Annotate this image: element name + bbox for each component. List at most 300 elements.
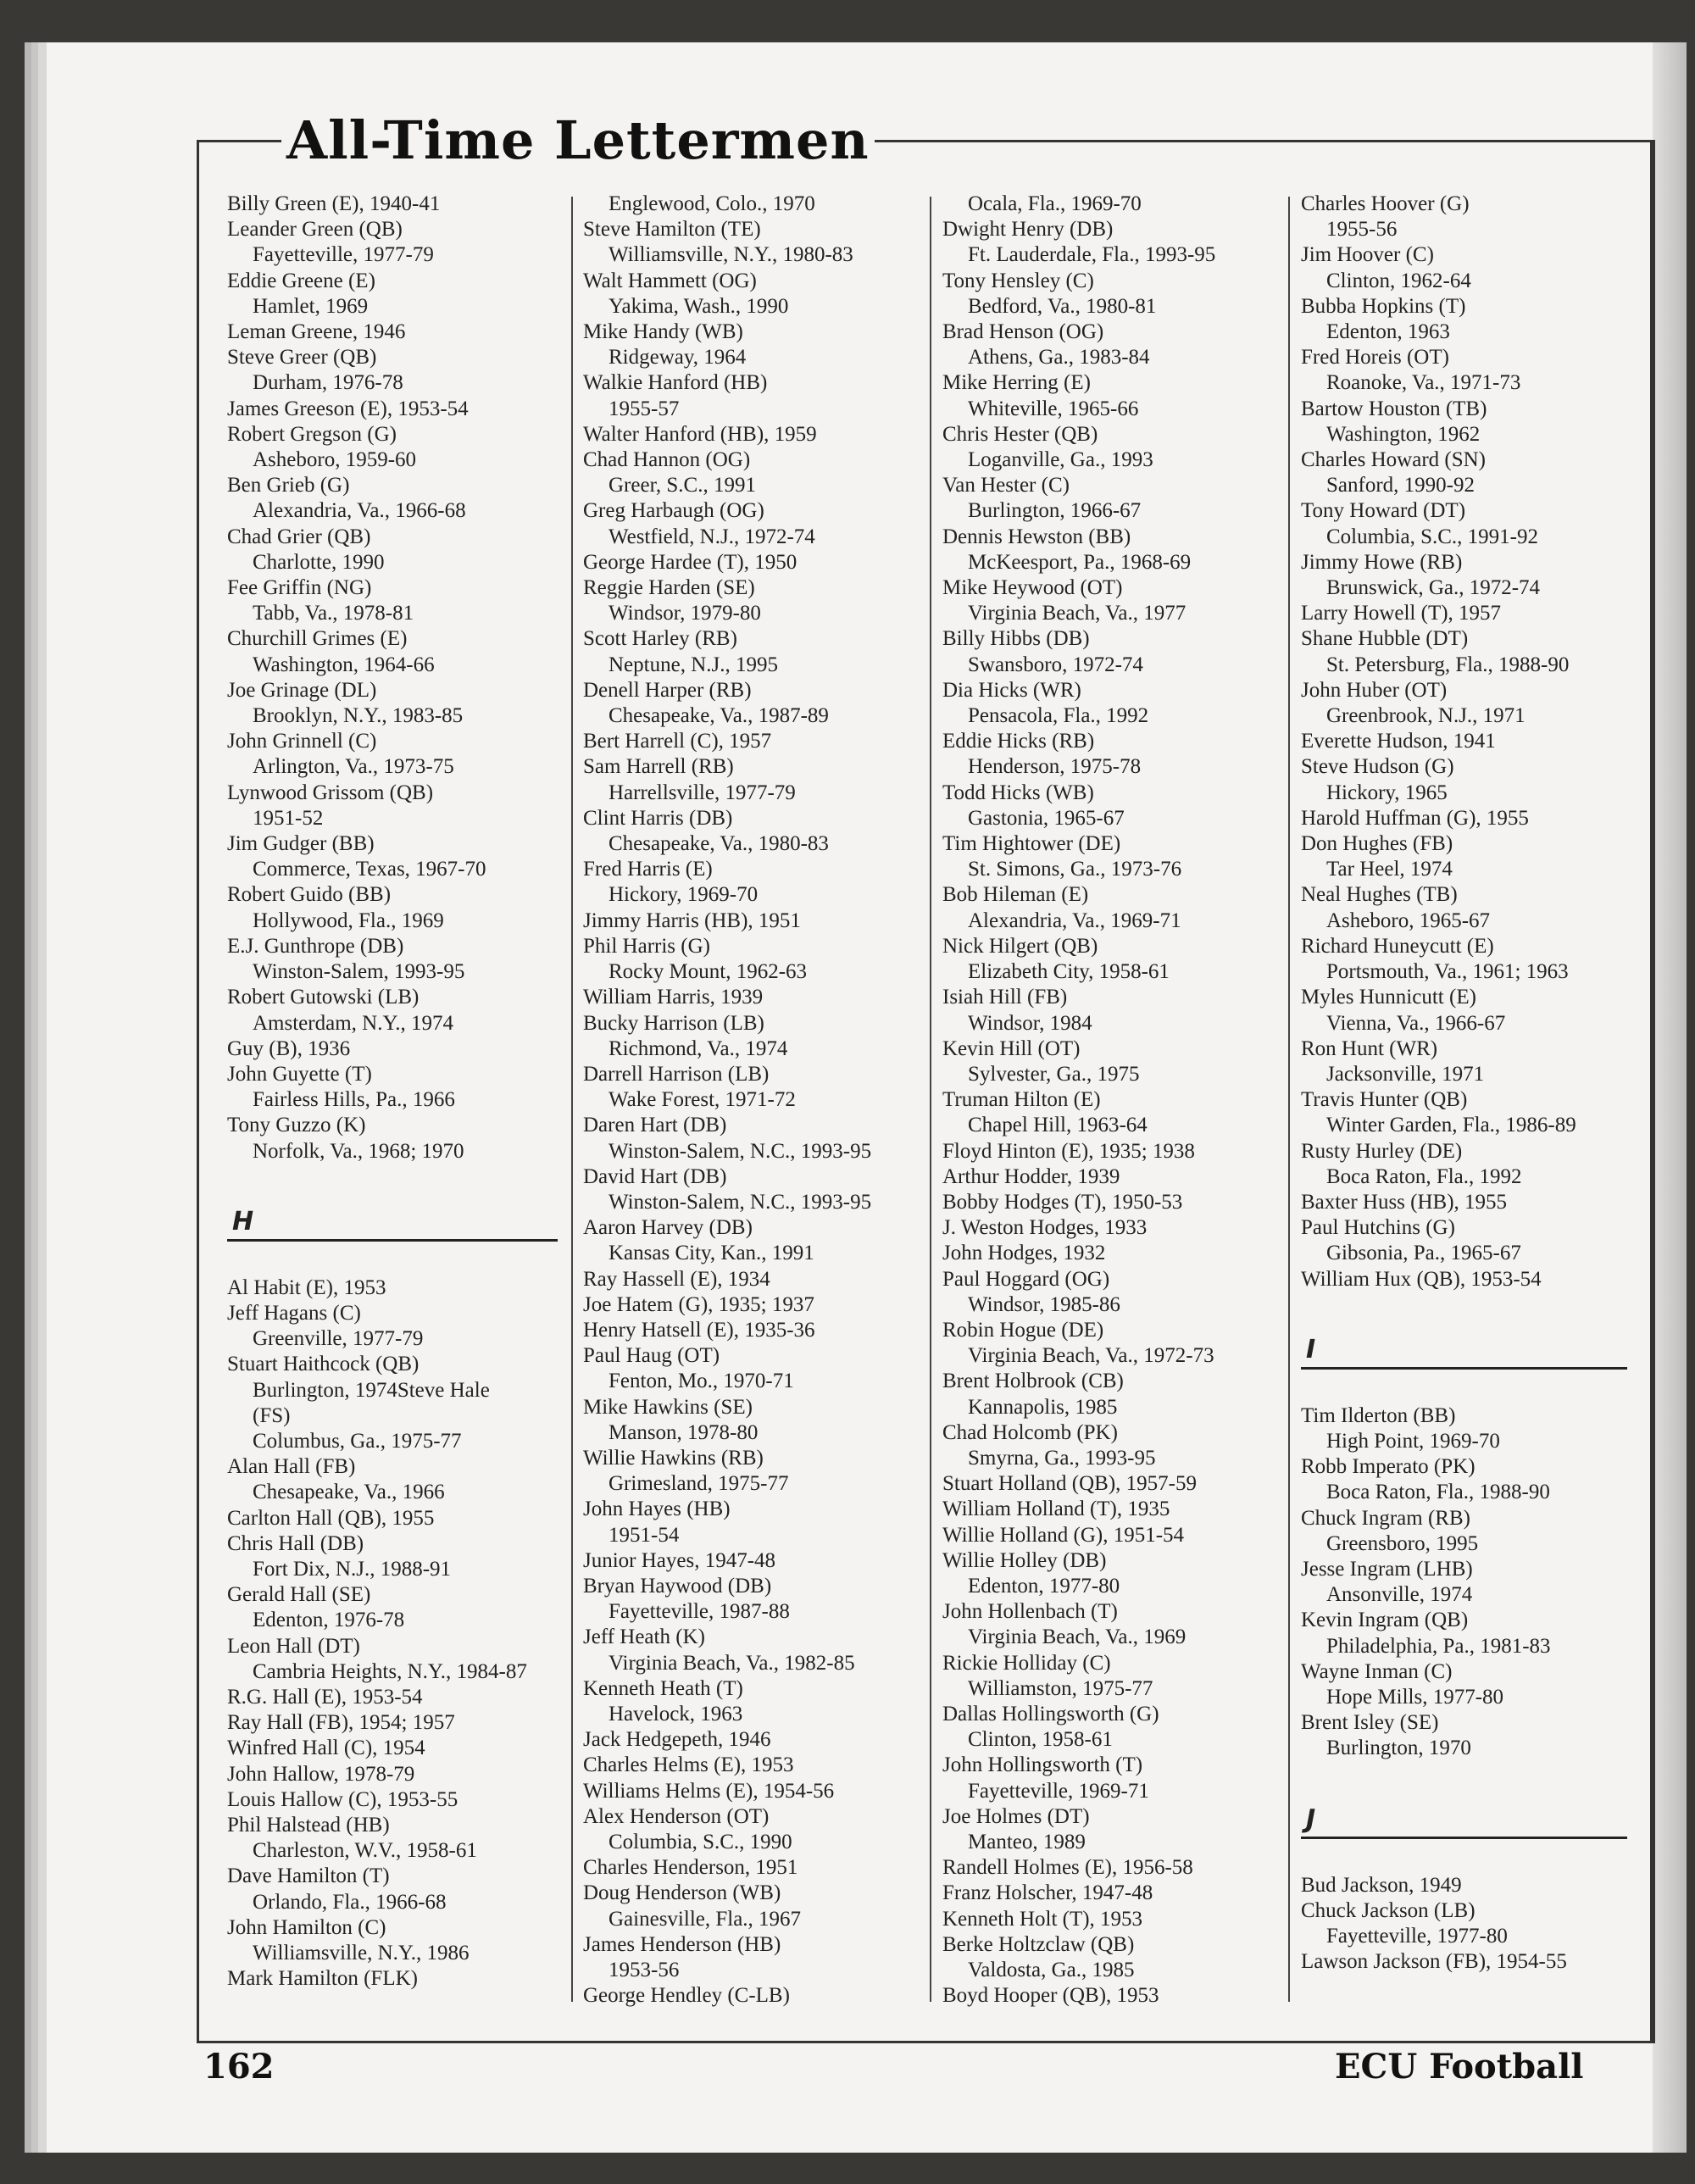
letterman-entry <box>1301 1267 1640 1292</box>
letterman-entry <box>227 729 558 780</box>
player-name: Chad Holcomb (PK) <box>942 1420 1118 1444</box>
letterman-entry <box>227 575 558 626</box>
player-name: Chuck Jackson (LB) <box>1301 1898 1475 1922</box>
letterman-entry <box>227 1062 558 1113</box>
letterman-entry <box>942 1804 1273 1855</box>
letterman-entry <box>227 1762 558 1787</box>
letterman-entry <box>1301 1949 1640 1975</box>
letterman-entry <box>1301 294 1640 345</box>
player-details: Asheboro, 1959-60 <box>253 448 417 472</box>
player-name: Williams Helms (E), 1954-56 <box>583 1779 835 1803</box>
player-name: Paul Haug (OT) <box>583 1344 720 1368</box>
player-name: Bud Jackson, 1949 <box>1301 1873 1462 1897</box>
letterman-entry <box>583 1267 914 1292</box>
player-details: 1953-56 <box>609 1959 680 1982</box>
letterman-entry <box>942 1599 1273 1650</box>
player-details: 1951-54 <box>609 1523 680 1547</box>
player-name: Berke Holtzclaw (QB) <box>942 1932 1135 1956</box>
player-name: Chris Hester (QB) <box>942 422 1098 446</box>
player-details: Burlington, 1966-67 <box>968 499 1142 523</box>
player-name: Stuart Holland (QB), 1957-59 <box>942 1472 1197 1496</box>
letterman-entry <box>1301 1215 1640 1266</box>
player-name: Walt Hammett (OG) <box>583 269 757 292</box>
player-name: Lynwood Grissom (QB) <box>227 781 434 804</box>
player-name: Jesse Ingram (LHB) <box>1301 1557 1473 1581</box>
letterman-entry <box>1301 985 1640 1036</box>
player-name: Baxter Huss (HB), 1955 <box>1301 1190 1508 1214</box>
letterman-entry <box>583 447 914 498</box>
player-details: 1955-57 <box>609 397 680 420</box>
player-details: Brooklyn, N.Y., 1983-85 <box>253 704 464 728</box>
player-name: Lawson Jackson (FB), 1954-55 <box>1301 1950 1567 1974</box>
page-number: 162 <box>203 2047 275 2087</box>
player-details: Wake Forest, 1971-72 <box>609 1088 796 1112</box>
player-name: Ben Grieb (G) <box>227 474 350 497</box>
section-letter: J <box>1306 1803 1316 1834</box>
player-details: Fayetteville, 1987-88 <box>609 1600 790 1624</box>
letterman-entry <box>227 1864 558 1914</box>
player-details: Havelock, 1963 <box>609 1702 743 1726</box>
player-name: Mark Hamilton (FLK) <box>227 1967 418 1991</box>
player-details: Arlington, Va., 1973-75 <box>253 755 454 779</box>
letterman-entry <box>1301 1557 1640 1608</box>
letterman-entry <box>942 192 1273 217</box>
letterman-entry <box>1301 550 1640 601</box>
player-name: Chad Hannon (OG) <box>583 448 751 472</box>
player-details: Norfolk, Va., 1968; 1970 <box>253 1139 464 1163</box>
letterman-entry <box>942 626 1273 677</box>
player-details: Durham, 1976-78 <box>253 371 403 395</box>
letterman-entry <box>227 1582 558 1633</box>
player-details: Hamlet, 1969 <box>253 294 369 318</box>
letterman-entry <box>227 473 558 524</box>
player-name: Phil Halstead (HB) <box>227 1813 390 1837</box>
player-details: Gibsonia, Pa., 1965-67 <box>1326 1242 1521 1265</box>
player-name: Robert Guido (BB) <box>227 883 392 907</box>
letterman-entry <box>227 1966 558 1992</box>
player-name: Churchill Grimes (E) <box>227 627 408 651</box>
player-details: Virginia Beach, Va., 1969 <box>968 1625 1186 1649</box>
player-name: Nick Hilgert (QB) <box>942 934 1098 958</box>
letterman-entry <box>1301 1403 1640 1454</box>
letterman-entry <box>583 1983 914 2009</box>
letterman-entry <box>583 1855 914 1881</box>
player-details: Grimesland, 1975-77 <box>609 1472 789 1496</box>
letterman-entry <box>942 1318 1273 1369</box>
player-name: Steve Greer (QB) <box>227 346 377 370</box>
player-name: J. Weston Hodges, 1933 <box>942 1216 1148 1240</box>
player-details: Fairless Hills, Pa., 1966 <box>253 1088 455 1112</box>
player-name: Brent Holbrook (CB) <box>942 1370 1124 1393</box>
letterman-entry <box>1301 601 1640 626</box>
page-edge <box>1653 42 1687 2153</box>
player-name: Kevin Hill (OT) <box>942 1036 1081 1060</box>
player-name: Dave Hamilton (T) <box>227 1864 390 1888</box>
player-name: Franz Holscher, 1947-48 <box>942 1881 1153 1905</box>
player-name: Truman Hilton (E) <box>942 1088 1101 1112</box>
letterman-entry <box>942 1241 1273 1266</box>
section-header <box>227 1205 558 1242</box>
letterman-entry <box>227 985 558 1036</box>
letterman-entry <box>227 397 558 422</box>
player-details: Chapel Hill, 1963-64 <box>968 1114 1148 1137</box>
player-name: Isiah Hill (FB) <box>942 986 1068 1009</box>
letterman-entry <box>583 1113 914 1164</box>
player-details: Loganville, Ga., 1993 <box>968 448 1153 472</box>
player-details: Williamston, 1975-77 <box>968 1676 1153 1700</box>
player-name: Charles Helms (E), 1953 <box>583 1753 794 1777</box>
letterman-entry <box>942 1087 1273 1138</box>
letterman-entry <box>1301 1190 1640 1215</box>
player-details: Edenton, 1977-80 <box>968 1574 1120 1598</box>
letterman-entry <box>583 1395 914 1446</box>
letterman-entry <box>942 1651 1273 1702</box>
player-details: Alexandria, Va., 1966-68 <box>253 499 466 523</box>
player-name: Mike Handy (WB) <box>583 320 743 344</box>
letterman-entry <box>942 781 1273 831</box>
letterman-entry <box>942 831 1273 882</box>
player-name: Darrell Harrison (LB) <box>583 1062 770 1086</box>
player-name: Willie Hawkins (RB) <box>583 1446 764 1470</box>
letterman-entry <box>942 1855 1273 1881</box>
player-name: John Guyette (T) <box>227 1062 372 1086</box>
player-name: Rusty Hurley (DE) <box>1301 1139 1463 1163</box>
letterman-entry <box>583 1881 914 1931</box>
player-name: Leman Greene, 1946 <box>227 320 406 344</box>
player-name: Bucky Harrison (LB) <box>583 1011 764 1035</box>
letterman-entry <box>227 1429 558 1454</box>
player-name: Eddie Hicks (RB) <box>942 730 1095 753</box>
letterman-entry <box>227 1506 558 1531</box>
player-name: Phil Harris (G) <box>583 934 710 958</box>
player-name: John Hollenbach (T) <box>942 1600 1118 1624</box>
letterman-entry <box>1301 678 1640 729</box>
player-details: Winston-Salem, N.C., 1993-95 <box>609 1190 872 1214</box>
player-name: Jim Gudger (BB) <box>227 832 375 856</box>
player-name: Sam Harrell (RB) <box>583 755 734 779</box>
player-details: Columbia, S.C., 1991-92 <box>1326 525 1539 548</box>
player-details: Greenville, 1977-79 <box>253 1327 424 1351</box>
player-name: John Huber (OT) <box>1301 678 1448 702</box>
player-name: Junior Hayes, 1947-48 <box>583 1548 776 1572</box>
letterman-entry <box>942 1139 1273 1164</box>
player-details: St. Petersburg, Fla., 1988-90 <box>1326 653 1570 676</box>
player-name: Wayne Inman (C) <box>1301 1659 1453 1683</box>
letterman-entry <box>583 1011 914 1062</box>
player-details: Cambria Heights, N.Y., 1984-87 <box>253 1659 527 1683</box>
letterman-entry <box>942 1215 1273 1241</box>
player-name: Harold Huffman (G), 1955 <box>1301 806 1529 830</box>
letterman-entry <box>583 1676 914 1727</box>
player-name: Winfred Hall (C), 1954 <box>227 1737 425 1760</box>
player-details: Portsmouth, Va., 1961; 1963 <box>1326 960 1569 984</box>
player-details: Virginia Beach, Va., 1977 <box>968 602 1186 625</box>
letterman-entry <box>1301 1659 1640 1710</box>
player-name: Fred Harris (E) <box>583 858 713 881</box>
player-name: John Hamilton (C) <box>227 1915 386 1939</box>
letterman-entry <box>227 217 558 268</box>
column-divider <box>571 197 573 2002</box>
player-details: Pensacola, Fla., 1992 <box>968 704 1149 728</box>
player-name: Eddie Greene (E) <box>227 269 375 292</box>
player-details: Amsterdam, N.Y., 1974 <box>253 1011 454 1035</box>
letterman-entry <box>1301 754 1640 805</box>
letterman-column-1 <box>227 192 558 1992</box>
letterman-entry <box>583 1164 914 1215</box>
player-name: Rickie Holliday (C) <box>942 1651 1111 1675</box>
letterman-entry <box>942 269 1273 320</box>
player-details: Chesapeake, Va., 1980-83 <box>609 832 829 856</box>
player-name: Myles Hunnicutt (E) <box>1301 986 1476 1009</box>
player-details: Gainesville, Fla., 1967 <box>609 1907 802 1931</box>
player-name: Everette Hudson, 1941 <box>1301 730 1496 753</box>
letterman-entry <box>942 1369 1273 1420</box>
letterman-entry <box>942 320 1273 370</box>
player-name: Bryan Haywood (DB) <box>583 1574 772 1598</box>
letterman-entry <box>942 1932 1273 1983</box>
letterman-entry <box>227 1685 558 1710</box>
letterman-entry <box>1301 345 1640 396</box>
letterman-entry <box>227 1813 558 1864</box>
player-name: Robert Gutowski (LB) <box>227 986 420 1009</box>
player-name: Todd Hicks (WB) <box>942 781 1094 804</box>
player-details: Greer, S.C., 1991 <box>609 474 756 497</box>
letterman-entry <box>583 192 914 217</box>
letterman-entry <box>942 1190 1273 1215</box>
letterman-entry <box>1301 1087 1640 1138</box>
publication-name: ECU Football <box>1335 2047 1584 2087</box>
letterman-entry <box>1301 831 1640 882</box>
player-details: Fayetteville, 1977-80 <box>1326 1924 1508 1948</box>
player-name: John Hayes (HB) <box>583 1498 731 1521</box>
letterman-entry <box>583 1497 914 1548</box>
player-name: Dennis Hewston (BB) <box>942 525 1131 548</box>
player-details: St. Simons, Ga., 1973-76 <box>968 858 1182 881</box>
player-name: Guy (B), 1936 <box>227 1036 351 1060</box>
player-name: Jim Hoover (C) <box>1301 243 1434 267</box>
player-name: Mike Hawkins (SE) <box>583 1395 753 1419</box>
player-name: Shane Hubble (DT) <box>1301 627 1469 651</box>
player-name: Paul Hoggard (OG) <box>942 1267 1110 1291</box>
player-name: John Hallow, 1978-79 <box>227 1762 415 1786</box>
player-name: Dia Hicks (WR) <box>942 678 1081 702</box>
letterman-entry <box>942 1907 1273 1932</box>
player-details: Sanford, 1990-92 <box>1326 474 1475 497</box>
letterman-entry <box>942 1753 1273 1803</box>
letterman-entry <box>583 806 914 857</box>
letterman-entry <box>1301 729 1640 754</box>
player-name: Bobby Hodges (T), 1950-53 <box>942 1190 1183 1214</box>
letterman-entry <box>1301 1506 1640 1557</box>
letterman-entry <box>227 1036 558 1062</box>
player-name: Bert Harrell (C), 1957 <box>583 730 772 753</box>
player-details: Ft. Lauderdale, Fla., 1993-95 <box>968 243 1216 267</box>
letterman-entry <box>942 370 1273 421</box>
letterman-entry <box>583 1804 914 1855</box>
player-details: Englewood, Colo., 1970 <box>609 192 815 215</box>
player-name: Gerald Hall (SE) <box>227 1583 371 1607</box>
letterman-entry <box>1301 447 1640 498</box>
letterman-entry <box>227 1531 558 1582</box>
player-name: Paul Hutchins (G) <box>1301 1216 1455 1240</box>
player-name: Al Habit (E), 1953 <box>227 1275 386 1299</box>
letterman-entry <box>583 1932 914 1983</box>
player-details: Swansboro, 1972-74 <box>968 653 1143 676</box>
player-details: Hollywood, Fla., 1969 <box>253 909 444 932</box>
player-name: Tony Guzzo (K) <box>227 1114 366 1137</box>
player-details: Ansonville, 1974 <box>1326 1583 1473 1607</box>
letterman-entry <box>227 781 558 831</box>
player-details: Tabb, Va., 1978-81 <box>253 602 414 625</box>
letterman-entry <box>583 1446 914 1497</box>
player-details: Westfield, N.J., 1972-74 <box>609 525 815 548</box>
player-details: Alexandria, Va., 1969-71 <box>968 909 1181 932</box>
letterman-entry <box>227 1275 558 1301</box>
letterman-entry <box>227 934 558 985</box>
player-name: Richard Huneycutt (E) <box>1301 934 1494 958</box>
player-name: Jeff Hagans (C) <box>227 1301 361 1325</box>
player-details: Fenton, Mo., 1970-71 <box>609 1370 794 1393</box>
player-name: Leander Green (QB) <box>227 218 403 242</box>
letterman-entry <box>227 320 558 345</box>
player-name: John Hodges, 1932 <box>942 1242 1106 1265</box>
letterman-entry <box>1301 1139 1640 1190</box>
player-details: Winston-Salem, N.C., 1993-95 <box>609 1139 872 1163</box>
letterman-entry <box>583 1318 914 1343</box>
letterman-entry <box>942 1702 1273 1753</box>
player-details: Williamsville, N.Y., 1980-83 <box>609 243 853 267</box>
player-details: Harrellsville, 1977-79 <box>609 781 796 804</box>
letterman-entry <box>942 1983 1273 2009</box>
player-name: Jimmy Howe (RB) <box>1301 550 1463 574</box>
player-details: Greenbrook, N.J., 1971 <box>1326 704 1526 728</box>
player-details: Yakima, Wash., 1990 <box>609 294 789 318</box>
player-name: Tony Hensley (C) <box>942 269 1094 292</box>
player-name: Billy Hibbs (DB) <box>942 627 1090 651</box>
letterman-entry <box>583 754 914 805</box>
section-letter: H <box>232 1206 254 1236</box>
player-details: Commerce, Texas, 1967-70 <box>253 858 486 881</box>
player-details: Charlotte, 1990 <box>253 550 385 574</box>
player-details: Fayetteville, 1969-71 <box>968 1779 1149 1803</box>
section-letter: I <box>1306 1334 1316 1364</box>
letterman-entry <box>583 1574 914 1625</box>
letterman-entry <box>583 1753 914 1778</box>
player-name: William Harris, 1939 <box>583 986 764 1009</box>
letterman-entry <box>583 626 914 677</box>
player-details: Bedford, Va., 1980-81 <box>968 294 1157 318</box>
player-name: William Hux (QB), 1953-54 <box>1301 1267 1542 1291</box>
player-details: 1955-56 <box>1326 218 1398 242</box>
player-details: Burlington, 1974Steve Hale <box>253 1378 490 1402</box>
letterman-entry <box>583 909 914 934</box>
letterman-entry <box>942 1267 1273 1318</box>
letterman-entry <box>942 729 1273 780</box>
player-details: Columbus, Ga., 1975-77 <box>253 1429 462 1453</box>
player-details: Winston-Salem, 1993-95 <box>253 960 465 984</box>
player-details: Hickory, 1965 <box>1326 781 1448 804</box>
section-rule <box>1301 1367 1627 1370</box>
letterman-entry <box>942 1036 1273 1087</box>
player-details: Williamsville, N.Y., 1986 <box>253 1942 470 1964</box>
letterman-entry <box>942 934 1273 985</box>
letterman-entry <box>942 985 1273 1036</box>
player-name: Robb Imperato (PK) <box>1301 1455 1475 1479</box>
letterman-entry <box>1301 806 1640 831</box>
letterman-entry <box>227 192 558 217</box>
player-name: Ray Hall (FB), 1954; 1957 <box>227 1711 455 1735</box>
player-name: Chuck Ingram (RB) <box>1301 1506 1470 1530</box>
letterman-entry <box>227 1352 558 1429</box>
player-details: Richmond, Va., 1974 <box>609 1036 788 1060</box>
player-name: Denell Harper (RB) <box>583 678 752 702</box>
letterman-entry <box>583 370 914 421</box>
letterman-entry <box>583 1779 914 1804</box>
letterman-entry <box>1301 242 1640 293</box>
letterman-entry <box>1301 1710 1640 1761</box>
player-name: George Hendley (C-LB) <box>583 1984 790 2008</box>
player-name: Chris Hall (DB) <box>227 1531 364 1555</box>
letterman-entry <box>942 525 1273 575</box>
letterman-entry <box>583 729 914 754</box>
player-name: Walkie Hanford (HB) <box>583 371 768 395</box>
player-details: 1951-52 <box>253 806 324 830</box>
letterman-entry <box>227 1736 558 1761</box>
letterman-entry <box>1301 1454 1640 1505</box>
player-details: Charleston, W.V., 1958-61 <box>253 1839 477 1863</box>
letterman-entry <box>227 1710 558 1736</box>
player-name: Jack Hedgepeth, 1946 <box>583 1728 771 1752</box>
player-details: Gastonia, 1965-67 <box>968 806 1125 830</box>
player-details: Roanoke, Va., 1971-73 <box>1326 371 1521 395</box>
player-details: Henderson, 1975-78 <box>968 755 1142 779</box>
player-name: Floyd Hinton (E), 1935; 1938 <box>942 1139 1195 1163</box>
player-name: Mike Herring (E) <box>942 371 1091 395</box>
letterman-entry <box>583 1625 914 1676</box>
letterman-entry <box>227 678 558 729</box>
letterman-entry <box>942 422 1273 473</box>
letterman-entry <box>227 1787 558 1813</box>
letterman-entry <box>942 1881 1273 1906</box>
letterman-entry <box>227 525 558 575</box>
player-name: Ray Hassell (E), 1934 <box>583 1267 770 1291</box>
player-name: Fee Griffin (NG) <box>227 576 372 600</box>
letterman-entry <box>1301 1873 1640 1898</box>
player-name: Arthur Hodder, 1939 <box>942 1164 1120 1188</box>
player-name: Chad Grier (QB) <box>227 525 371 548</box>
player-name: Ron Hunt (WR) <box>1301 1036 1438 1060</box>
player-details: Hickory, 1969-70 <box>609 883 759 907</box>
letterman-entry <box>583 678 914 729</box>
player-name: Dallas Hollingsworth (G) <box>942 1702 1159 1726</box>
letterman-entry <box>1301 1036 1640 1087</box>
letterman-entry <box>583 1062 914 1113</box>
letterman-entry <box>227 1301 558 1352</box>
page-title: All-Time Lettermen <box>281 110 875 171</box>
player-details: Valdosta, Ga., 1985 <box>968 1959 1135 1982</box>
player-details: Burlington, 1970 <box>1326 1737 1471 1760</box>
letterman-column-2 <box>583 192 914 2009</box>
player-details: Rocky Mount, 1962-63 <box>609 960 808 984</box>
player-details: Jacksonville, 1971 <box>1326 1062 1485 1086</box>
player-details: Ridgeway, 1964 <box>609 346 747 370</box>
letterman-entry <box>583 550 914 575</box>
player-name: Brad Henson (OG) <box>942 320 1104 344</box>
player-details: Hope Mills, 1977-80 <box>1326 1685 1504 1709</box>
letterman-entry <box>1301 192 1640 242</box>
letterman-entry <box>583 575 914 626</box>
player-name: James Greeson (E), 1953-54 <box>227 397 469 420</box>
